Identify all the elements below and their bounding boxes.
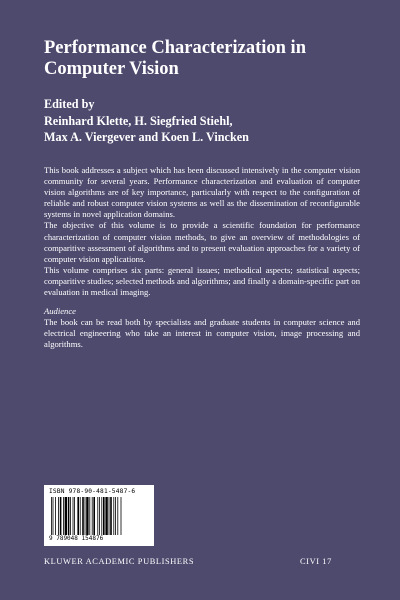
description-paragraph-1: This book addresses a subject which has been discussed intensively in the computer vision community for several years. Performance characterization and evaluation of computer vision algorithms are of key importance, particularly with respect to the configuration of reliable and robust computer vision systems as well as the dissemination of reconfigurable systems in novel application domains. [44,165,360,220]
barcode-label [44,485,154,546]
barcode-bar [70,497,71,535]
barcode-bar [103,497,105,535]
series-code: CIVI 17 [300,557,332,566]
barcode-bar [85,497,86,535]
description-paragraph-3: This volume comprises six parts: general issues; methodical aspects; statistical aspects; comparitive studies; selected methods and algorithms; and finally a domain-specific part on evaluation in medical imaging. [44,264,360,298]
barcode-bar [117,497,118,535]
barcode-bar [73,497,74,535]
barcode-bar [99,497,100,535]
barcode-bar [68,497,70,535]
book-description [44,165,360,351]
barcode-bar [121,497,122,535]
book-title [44,38,374,80]
barcode-bar [89,497,90,535]
barcode-bar [113,497,114,535]
edited-by-label: Edited by [44,97,95,111]
barcode-bar [110,497,112,535]
barcode-bar [97,497,98,535]
barcode-bar [92,497,93,535]
barcode-bar [65,497,67,535]
barcode-bar [109,497,110,535]
barcode-bar [115,497,116,535]
barcode-bar [74,497,75,535]
barcode-bar [105,497,107,535]
barcode-bar [51,497,52,535]
barcode-bar [63,497,64,535]
title-line-1: Performance Characterization in [44,38,306,58]
barcode-number: 9 789048 154876 [49,535,104,542]
audience-heading: Audience [44,306,76,317]
description-paragraph-2: The objective of this volume is to provide a scientific foundation for performance characterization of computer vision methods, to give an overview of methodologies of comparitive assessment of algorithms and to present evaluation approaches for a variety of computer vision applications. [44,220,360,264]
barcode-bar [86,497,88,535]
barcode-bar [55,497,56,535]
barcode-bar [77,497,79,535]
title-line-2: Computer Vision [44,59,179,79]
barcode-bar [58,497,59,535]
barcode-image [49,497,149,535]
editors-line-1: Reinhard Klette, H. Siegfried Stiehl, [44,113,233,128]
barcode-bar [53,497,54,535]
publisher-name: KLUWER ACADEMIC PUBLISHERS [44,557,195,566]
editors-block [44,96,374,146]
barcode-bar [82,497,84,535]
barcode-bar [101,497,102,535]
audience-text: The book can be read both by specialists and graduate students in computer science and electrical engineering who take an interest in computer vision, image processing and algorithms. [44,317,360,350]
barcode-bar [60,497,62,535]
editors-line-2: Max A. Viergever and Koen L. Vincken [44,130,249,144]
barcode-bar [80,497,81,535]
isbn-text: ISBN 978-90-481-5487-6 [49,488,136,495]
barcode-bar [93,497,95,535]
